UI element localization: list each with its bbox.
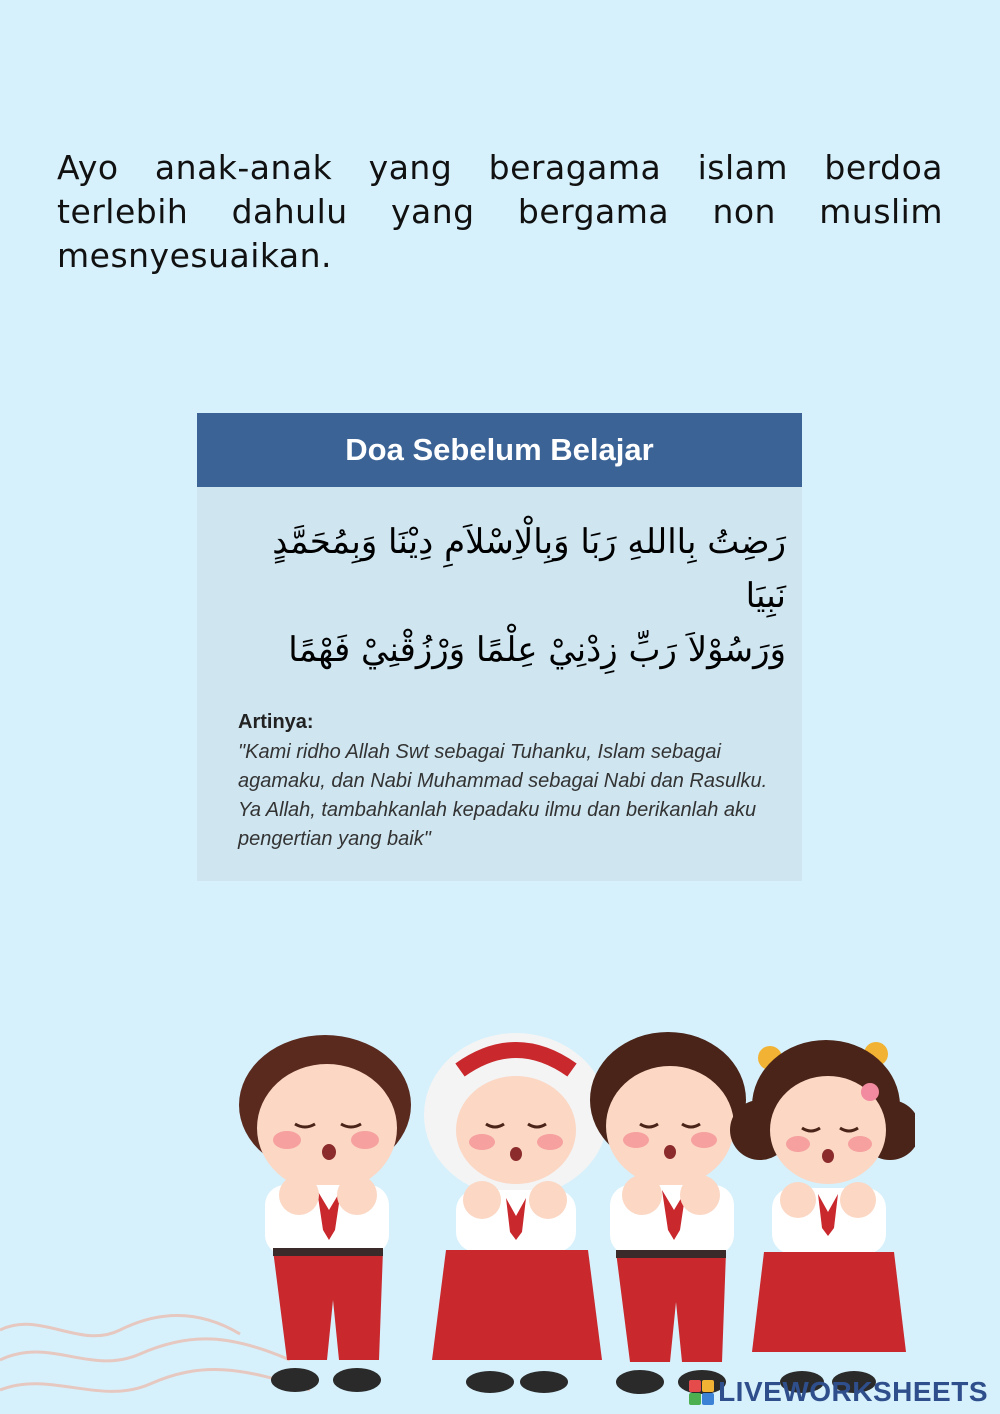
liveworksheets-brand: LIVEWORKSHEETS [718, 1376, 988, 1407]
arabic-line-2: وَرَسُوْلاَ رَبِّ زِدْنِيْ عِلْمًا وَرْزُقْنِيْ فَهْمًا [288, 630, 786, 670]
boy-2 [590, 1032, 746, 1394]
arabic-prayer [197, 487, 802, 677]
girl-hijab [424, 1033, 608, 1393]
boy-1 [239, 1035, 411, 1392]
translation-text: "Kami ridho Allah Swt sebagai Tuhanku, Islam sebagai agamaku, dan Nabi Muhammad sebagai Nabi dan Rasulku. Ya Allah, tambahkanlah kepadaku ilmu dan berikanlah aku pengertian yang baik" [238, 741, 768, 850]
praying-children-illustration [225, 1020, 915, 1405]
intro-paragraph: Ayo anak-anak yang beragama islam berdoa terlebih dahulu yang bergama non muslim mesnyesuaikan. [57, 148, 943, 275]
girl-pigtails [730, 1040, 915, 1393]
card-title: Doa Sebelum Belajar [197, 413, 802, 487]
prayer-card [197, 413, 802, 881]
arabic-line-1: رَضِتُ بِااللهِ رَبَا وَبِالْاِسْلاَمِ دِيْنَا وَبِمُحَمَّدٍ نَبِيَا [272, 522, 786, 616]
liveworksheets-logo-icon [689, 1380, 714, 1405]
liveworksheets-logo[interactable] [689, 1376, 988, 1408]
artinya-label: Artinya: [238, 711, 314, 733]
